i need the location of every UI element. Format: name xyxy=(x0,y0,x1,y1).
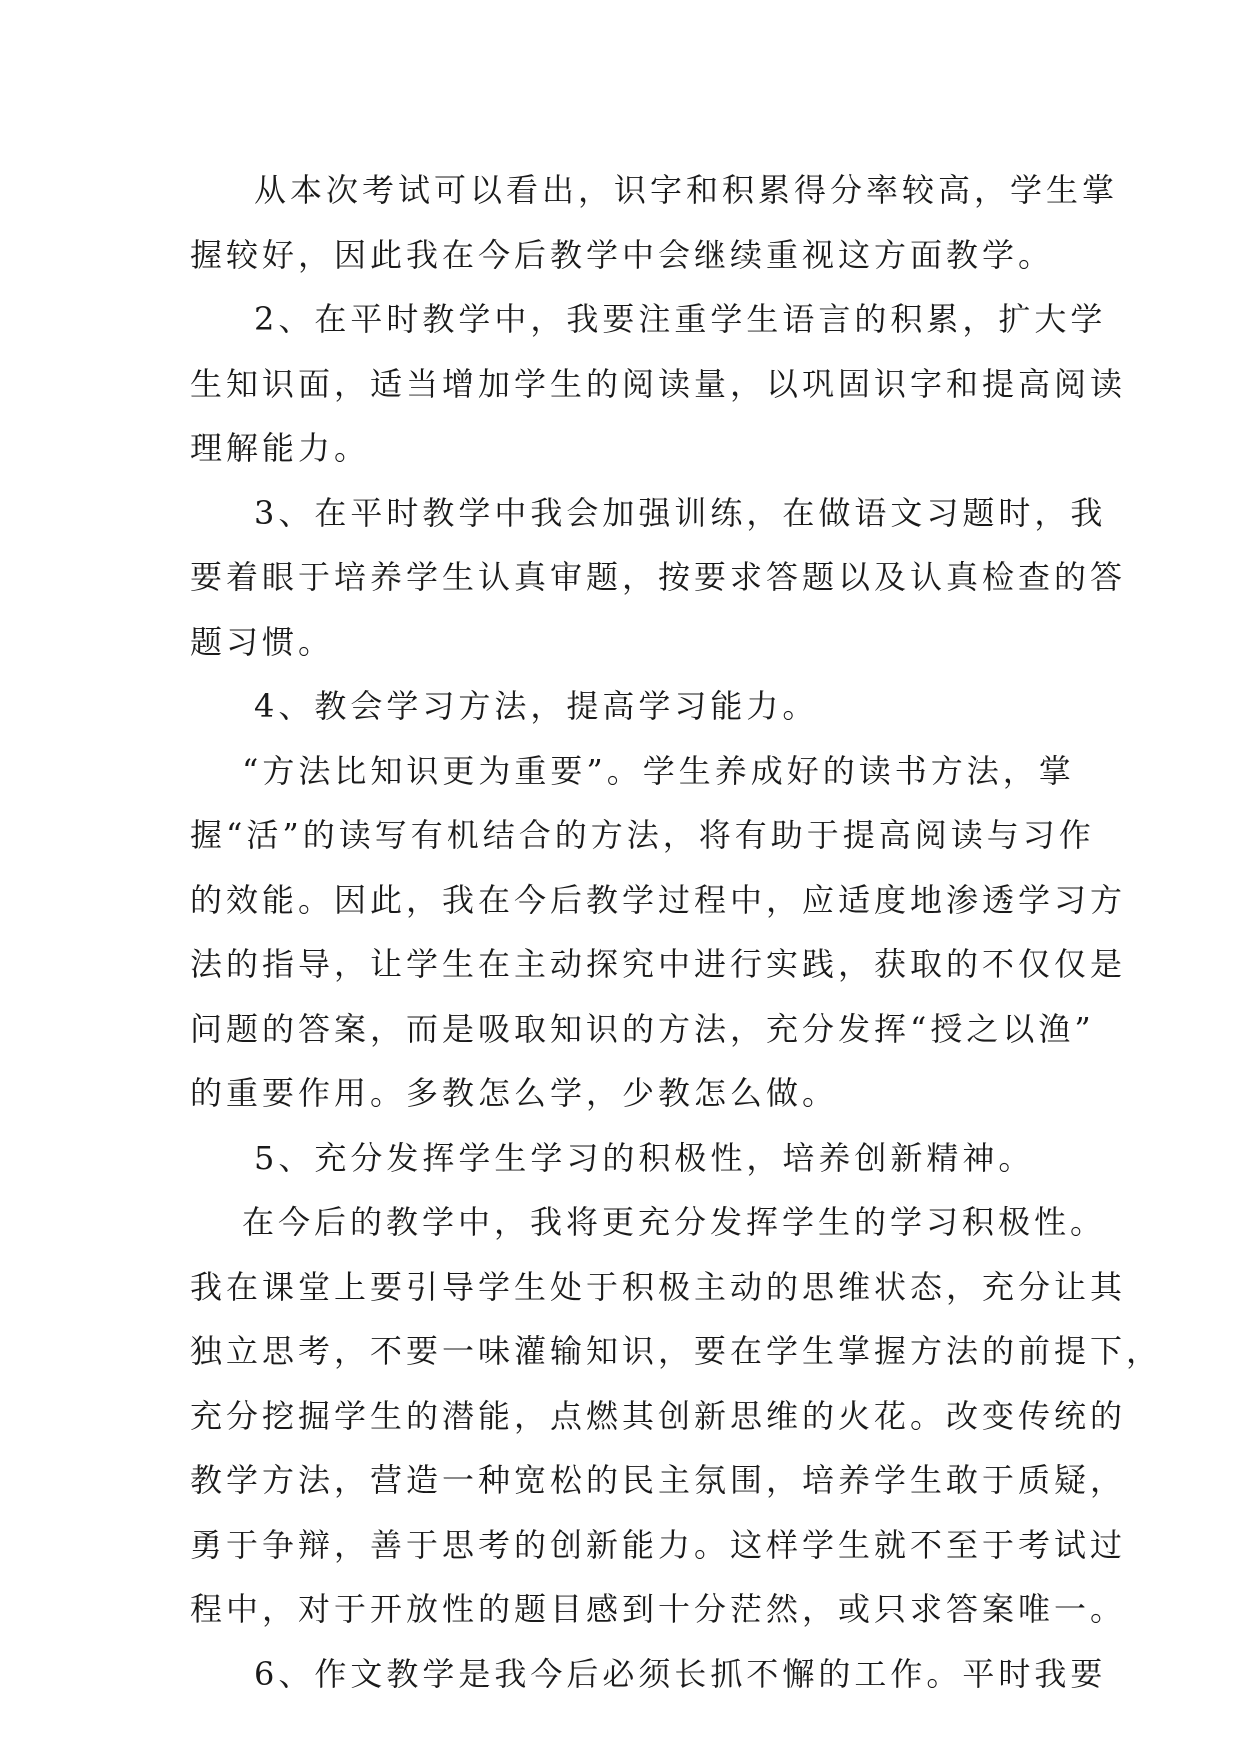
text-line: 问题的答案，而是吸取知识的方法，充分发挥“授之以渔” xyxy=(190,1009,1095,1048)
text-line: 握“活”的读写有机结合的方法，将有助于提高阅读与习作 xyxy=(190,816,1095,854)
text-line: 题习惯。 xyxy=(190,622,335,661)
text-line: 的重要作用。多教怎么学，少教怎么做。 xyxy=(190,1074,839,1112)
text-line: 2、在平时教学中，我要注重学生语言的积累，扩大学 xyxy=(254,300,1107,338)
text-line: 4、教会学习方法，提高学习能力。 xyxy=(254,687,819,725)
text-line: 5、充分发挥学生学习的积极性，培养创新精神。 xyxy=(254,1138,1035,1177)
text-line: 教学方法，营造一种宽松的民主氛围，培养学生敢于质疑， xyxy=(190,1461,1127,1499)
text-line: “方法比知识更为重要”。学生养成好的读书方法，掌 xyxy=(242,751,1075,790)
text-line: 独立思考，不要一味灌输知识，要在学生掌握方法的前提下， xyxy=(190,1332,1163,1370)
document-body xyxy=(190,158,1163,1706)
text-line: 从本次考试可以看出，识字和积累得分率较高，学生掌 xyxy=(254,171,1119,209)
text-line: 6、作文教学是我今后必须长抓不懈的工作。平时我要 xyxy=(254,1654,1107,1693)
text-line: 要着眼于培养学生认真审题，按要求答题以及认真检查的答 xyxy=(190,558,1127,596)
text-line: 3、在平时教学中我会加强训练，在做语文习题时，我 xyxy=(254,493,1107,532)
text-line: 生知识面，适当增加学生的阅读量，以巩固识字和提高阅读 xyxy=(190,364,1127,403)
text-line: 的效能。因此，我在今后教学过程中，应适度地渗透学习方 xyxy=(190,880,1127,919)
text-line: 握较好，因此我在今后教学中会继续重视这方面教学。 xyxy=(190,235,1055,274)
text-line: 法的指导，让学生在主动探究中进行实践，获取的不仅仅是 xyxy=(190,945,1127,983)
text-line: 我在课堂上要引导学生处于积极主动的思维状态，充分让其 xyxy=(190,1267,1127,1306)
text-line: 充分挖掘学生的潜能，点燃其创新思维的火花。改变传统的 xyxy=(190,1396,1127,1435)
text-line: 理解能力。 xyxy=(190,429,371,467)
text-line: 在今后的教学中，我将更充分发挥学生的学习积极性。 xyxy=(242,1203,1107,1241)
text-line: 程中，对于开放性的题目感到十分茫然，或只求答案唯一。 xyxy=(190,1590,1127,1628)
text-line: 勇于争辩，善于思考的创新能力。这样学生就不至于考试过 xyxy=(190,1525,1127,1564)
